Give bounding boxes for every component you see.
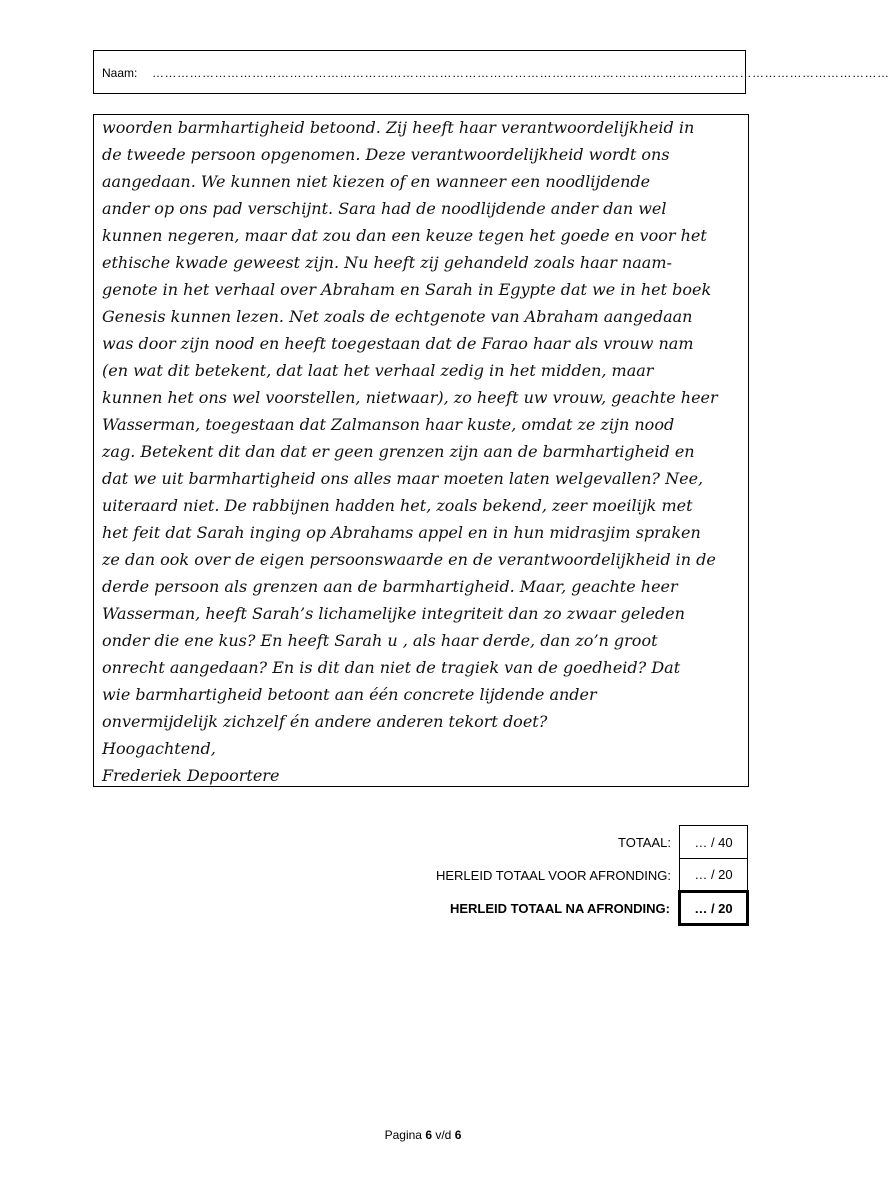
letter-line: ander op ons pad verschijnt. Sara had de noodlijdende ander dan wel	[102, 199, 667, 218]
score-row-total	[436, 826, 748, 859]
letter-line: uiteraard niet. De rabbijnen hadden het, zoals bekend, zeer moeilijk met	[102, 496, 693, 515]
letter-line: Genesis kunnen lezen. Net zoals de echtgenote van Abraham aangedaan	[102, 307, 693, 326]
letter-line: onvermijdelijk zichzelf én andere anderen tekort doet?	[102, 712, 548, 731]
letter-line: Wasserman, heeft Sarah’s lichamelijke integriteit dan zo zwaar geleden	[102, 604, 685, 623]
score-label: TOTAAL:	[618, 834, 671, 850]
letter-line: Wasserman, toegestaan dat Zalmanson haar kuste, omdat ze zijn nood	[102, 415, 675, 434]
total-page-number: 6	[454, 1128, 462, 1142]
letter-line: zag. Betekent dit dan dat er geen grenzen zijn aan de barmhartigheid en	[102, 442, 695, 461]
letter-line: het feit dat Sarah inging op Abrahams appel en in hun midrasjim spraken	[102, 523, 701, 542]
score-row-before-rounding	[436, 859, 748, 892]
letter-line: was door zijn nood en heeft toegestaan dat de Farao haar als vrouw nam	[102, 334, 694, 353]
letter-line: wie barmhartigheid betoont aan één concrete lijdende ander	[102, 685, 597, 704]
letter-line: dat we uit barmhartigheid ons alles maar moeten laten welgevallen? Nee,	[102, 469, 704, 488]
score-value: … / 20	[680, 859, 748, 892]
letter-line: genote in het verhaal over Abraham en Sarah in Egypte dat we in het boek	[102, 280, 712, 299]
letter-line: woorden barmhartigheid betoond. Zij heeft haar verantwoordelijkheid in	[102, 118, 695, 137]
score-row-after-rounding	[436, 892, 748, 925]
page-prefix: Pagina	[384, 1128, 422, 1142]
name-field-box	[93, 50, 890, 94]
letter-line: onder die ene kus? En heeft Sarah u , als haar derde, dan zo’n groot	[102, 631, 658, 650]
score-value: … / 20	[680, 892, 748, 925]
letter-line: derde persoon als grenzen aan de barmhartigheid. Maar, geachte heer	[102, 577, 678, 596]
letter-line: ze dan ook over de eigen persoonswaarde en de verantwoordelijkheid in de	[102, 550, 716, 569]
letter-line: ethische kwade geweest zijn. Nu heeft zij gehandeld zoals haar naam-	[102, 253, 672, 272]
letter-text	[102, 115, 744, 789]
page-footer	[0, 1128, 846, 1142]
letter-line: kunnen het ons wel voorstellen, nietwaar), zo heeft uw vrouw, geachte heer	[102, 388, 718, 407]
page-separator: v/d	[435, 1128, 452, 1142]
letter-text-box	[93, 114, 749, 787]
name-dotted-line: ……………………………………………………………………………………………………………………………………………………………	[152, 66, 890, 80]
score-label: HERLEID TOTAAL NA AFRONDING:	[449, 900, 670, 916]
letter-line: kunnen negeren, maar dat zou dan een keuze tegen het goede en voor het	[102, 226, 707, 245]
current-page-number: 6	[425, 1128, 432, 1142]
score-label: HERLEID TOTAAL VOOR AFRONDING:	[435, 867, 671, 883]
letter-line: (en wat dit betekent, dat laat het verhaal zedig in het midden, maar	[102, 361, 654, 380]
name-label: Naam:	[102, 66, 138, 80]
letter-line: aangedaan. We kunnen niet kiezen of en wanneer een noodlijdende	[102, 172, 651, 191]
score-value: … / 40	[680, 826, 748, 859]
letter-line: de tweede persoon opgenomen. Deze verantwoordelijkheid wordt ons	[102, 145, 670, 164]
letter-line: Frederiek Depoortere	[102, 766, 280, 785]
letter-line: onrecht aangedaan? En is dit dan niet de tragiek van de goedheid? Dat	[102, 658, 681, 677]
letter-line: Hoogachtend,	[102, 739, 216, 758]
score-table	[436, 825, 749, 926]
